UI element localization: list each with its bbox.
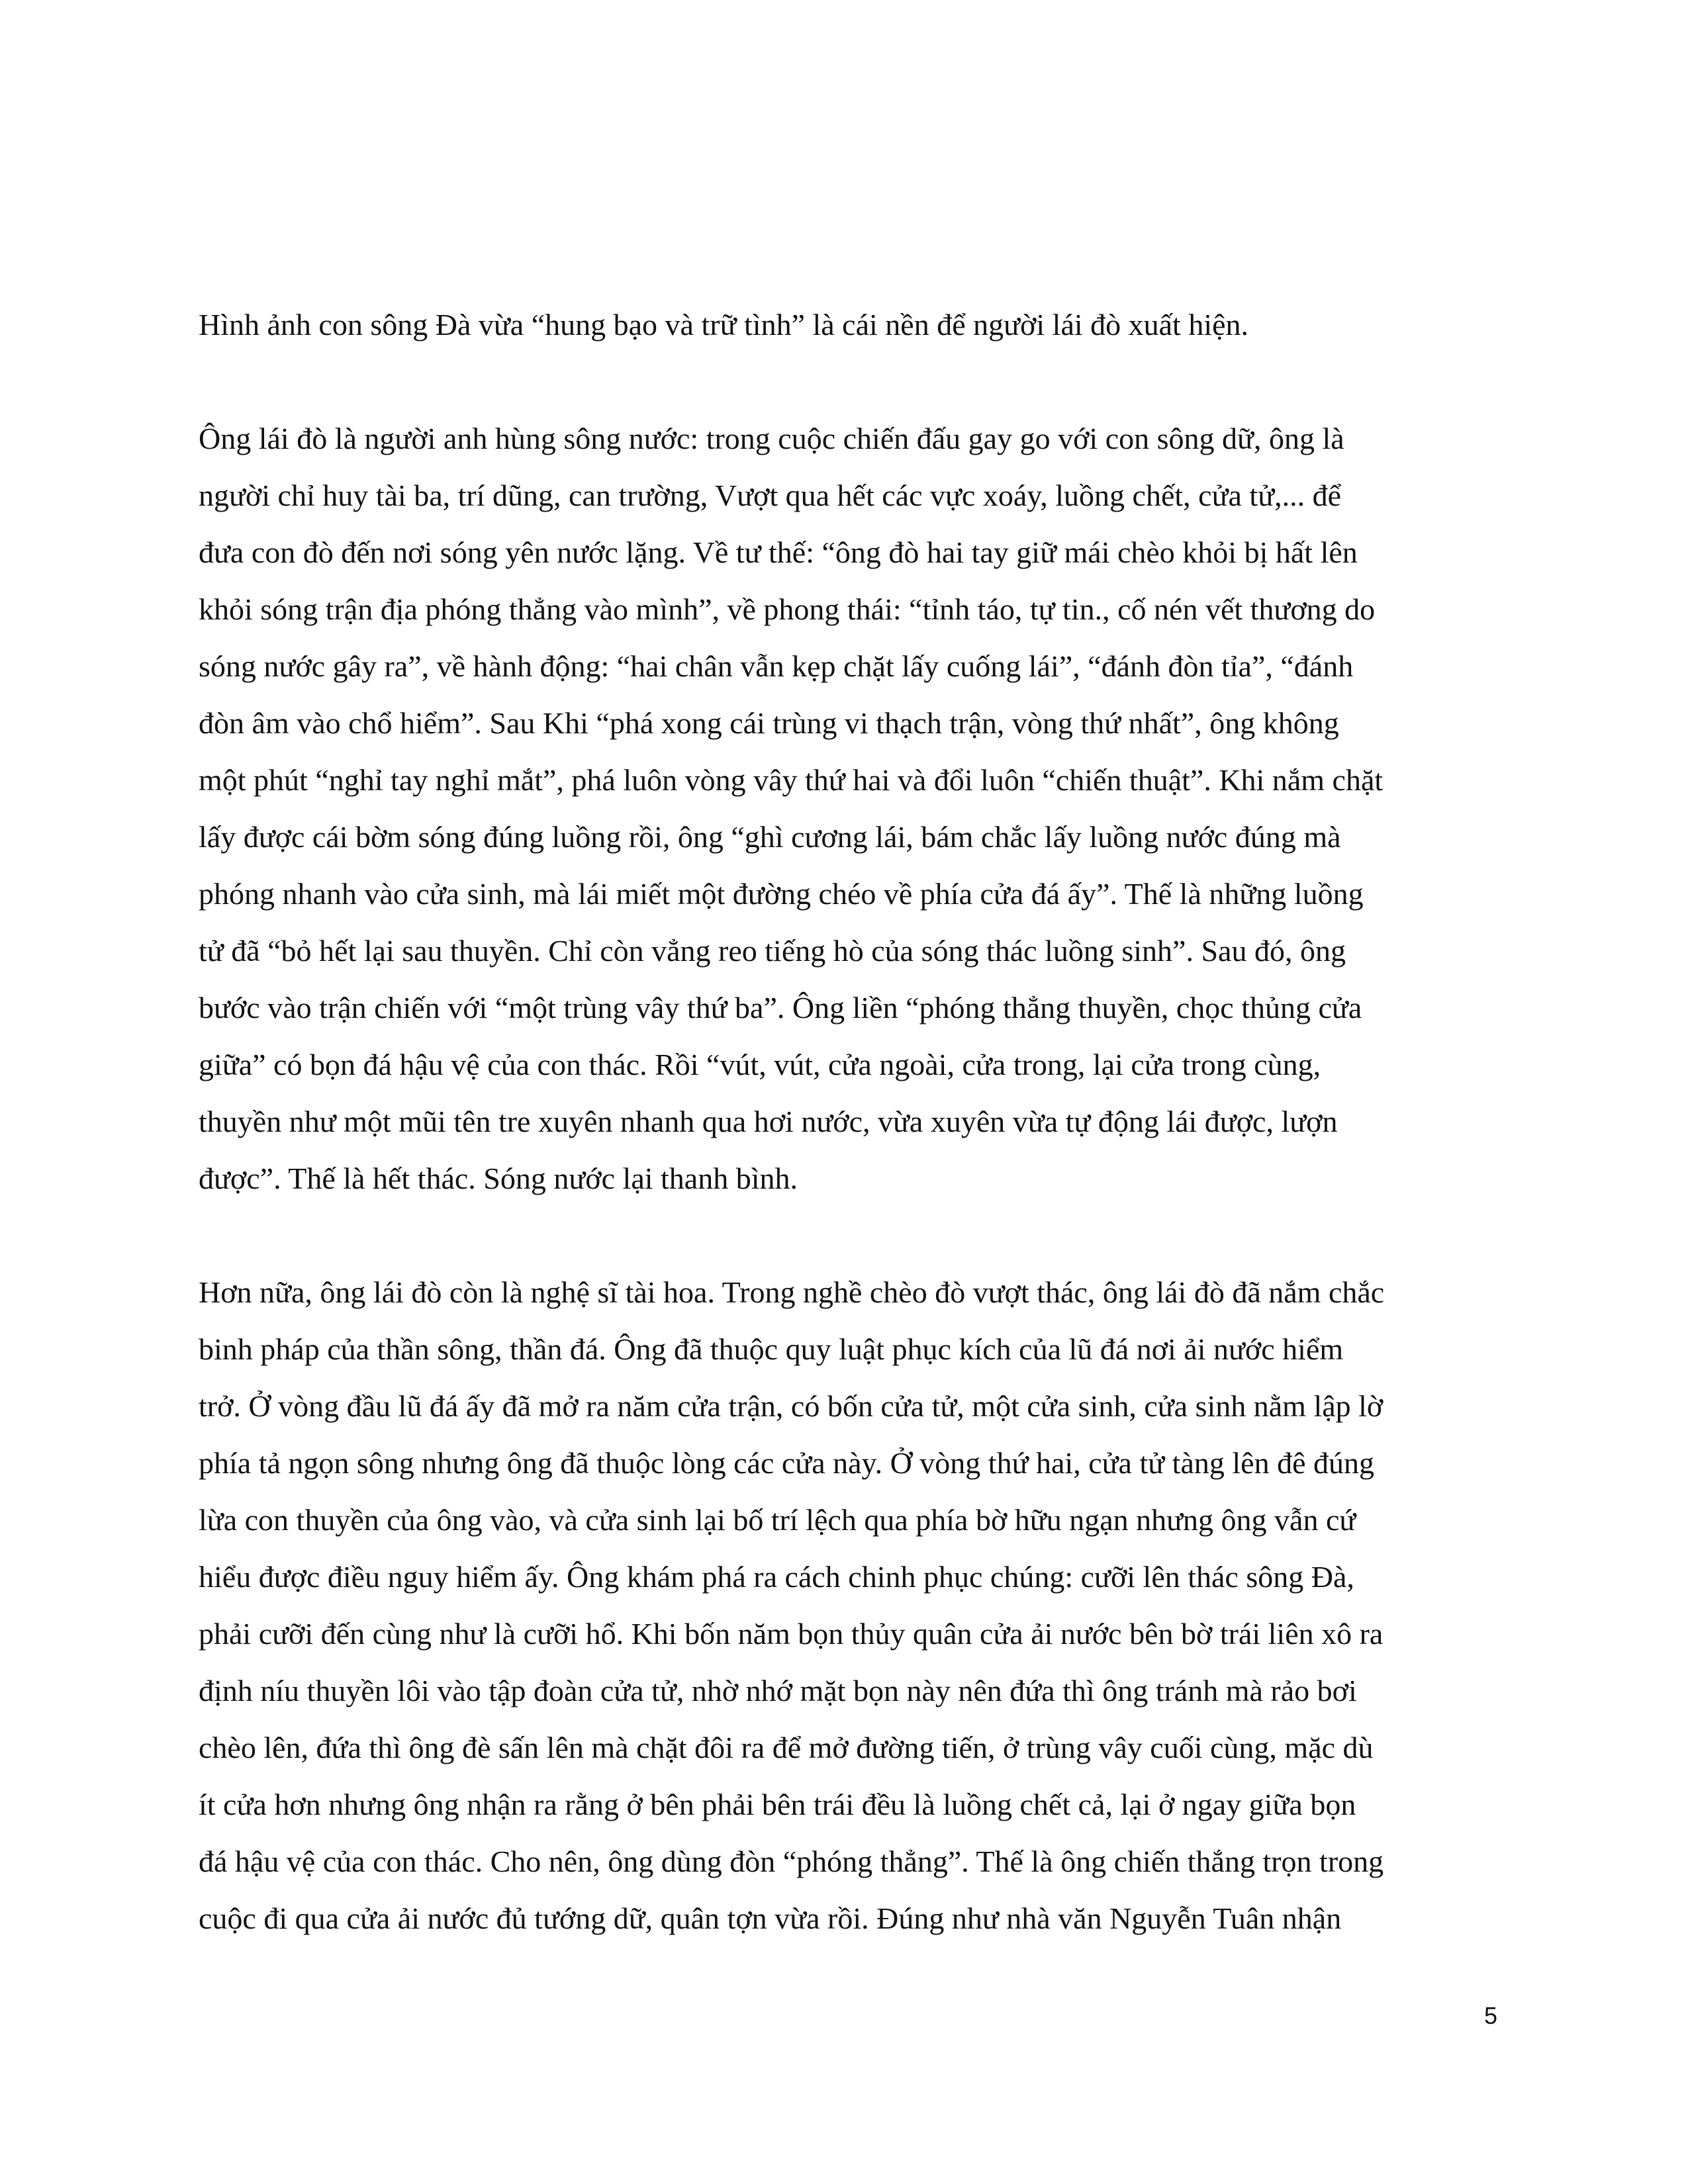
text-line: tử đã “bỏ hết lại sau thuyền. Chỉ còn vẳng reo tiếng hò của sóng thác luồng sinh”. Sau đó, ông	[199, 934, 1346, 968]
text-line: được”. Thế là hết thác. Sóng nước lại thanh bình.	[199, 1161, 798, 1195]
paragraph	[199, 296, 1496, 353]
text-line: trở. Ở vòng đầu lũ đá ấy đã mở ra năm cửa trận, có bốn cửa tử, một cửa sinh, cửa sinh nằm lập lờ	[199, 1389, 1383, 1423]
paragraph-spacer	[199, 1207, 1496, 1264]
text-line: phóng nhanh vào cửa sinh, mà lái miết một đường chéo về phía cửa đá ấy”. Thế là những luồng	[199, 877, 1364, 911]
text-line: chèo lên, đứa thì ông đè sấn lên mà chặt đôi ra để mở đường tiến, ở trùng vây cuối cùng, mặc dù	[199, 1731, 1374, 1764]
text-line: giữa” có bọn đá hậu vệ của con thác. Rồi “vút, vút, cửa ngoài, cửa trong, lại cửa trong cùng,	[199, 1048, 1321, 1081]
page-number: 5	[1483, 2002, 1497, 2029]
text-line: người chỉ huy tài ba, trí dũng, can trường, Vượt qua hết các vực xoáy, luồng chết, cửa tử,... để	[199, 478, 1342, 512]
text-line: đưa con đò đến nơi sóng yên nước lặng. Về tư thế: “ông đò hai tay giữ mái chèo khỏi bị hất lên	[199, 535, 1358, 569]
text-line: định níu thuyền lôi vào tập đoàn cửa tử, nhờ nhớ mặt bọn này nên đứa thì ông tránh mà rảo bơi	[199, 1674, 1357, 1707]
text-line: khỏi sóng trận địa phóng thẳng vào mình”, về phong thái: “tỉnh táo, tự tin., cố nén vết thương do	[199, 592, 1376, 626]
text-line: Hình ảnh con sông Đà vừa “hung bạo và trữ tình” là cái nền để người lái đò xuất hiện.	[199, 308, 1249, 341]
text-line: một phút “nghỉ tay nghỉ mắt”, phá luôn vòng vây thứ hai và đổi luôn “chiến thuật”. Khi nắm chặt	[199, 763, 1383, 797]
text-line: ít cửa hơn nhưng ông nhận ra rằng ở bên phải bên trái đều là luồng chết cả, lại ở ngay giữa bọn	[199, 1788, 1356, 1821]
text-line: Ông lái đò là người anh hùng sông nước: trong cuộc chiến đấu gay go với con sông dữ, ông là	[199, 422, 1344, 455]
text-line: lừa con thuyền của ông vào, và cửa sinh lại bố trí lệch qua phía bờ hữu ngạn nhưng ông vẫn cứ	[199, 1503, 1356, 1537]
text-line: bước vào trận chiến với “một trùng vây thứ ba”. Ông liền “phóng thẳng thuyền, chọc thủng cửa	[199, 991, 1362, 1024]
text-line: Hơn nữa, ông lái đò còn là nghệ sĩ tài hoa. Trong nghề chèo đò vượt thác, ông lái đò đã nắm chắc	[199, 1275, 1385, 1309]
text-line: cuộc đi qua cửa ải nước đủ tướng dữ, quân tợn vừa rồi. Đúng như nhà văn Nguyễn Tuân nhận	[199, 1901, 1342, 1935]
text-line: thuyền như một mũi tên tre xuyên nhanh qua hơi nước, vừa xuyên vừa tự động lái được, lượn	[199, 1105, 1338, 1138]
paragraph	[199, 410, 1496, 1207]
text-line: phía tả ngọn sông nhưng ông đã thuộc lòng các cửa này. Ở vòng thứ hai, cửa tử tàng lên đê đúng	[199, 1446, 1374, 1480]
text-line: đòn âm vào chổ hiểm”. Sau Khi “phá xong cái trùng vi thạch trận, vòng thứ nhất”, ông không	[199, 706, 1339, 740]
paragraph-spacer	[199, 353, 1496, 410]
text-line: phải cưỡi đến cùng như là cưỡi hổ. Khi bốn năm bọn thủy quân cửa ải nước bên bờ trái liên xô ra	[199, 1617, 1383, 1651]
text-line: binh pháp của thần sông, thần đá. Ông đã thuộc quy luật phục kích của lũ đá nơi ải nước hiểm	[199, 1332, 1344, 1366]
text-line: sóng nước gây ra”, về hành động: “hai chân vẫn kẹp chặt lấy cuống lái”, “đánh đòn tỉa”, “đánh	[199, 649, 1354, 683]
text-line: hiểu được điều nguy hiểm ấy. Ông khám phá ra cách chinh phục chúng: cưỡi lên thác sông Đà,	[199, 1560, 1354, 1594]
text-line: lấy được cái bờm sóng đúng luồng rồi, ông “ghì cương lái, bám chắc lấy luồng nước đúng mà	[199, 820, 1341, 854]
document-body	[199, 296, 1496, 1947]
text-line: đá hậu vệ của con thác. Cho nên, ông dùng đòn “phóng thẳng”. Thế là ông chiến thắng trọn trong	[199, 1844, 1384, 1878]
paragraph	[199, 1264, 1496, 1947]
